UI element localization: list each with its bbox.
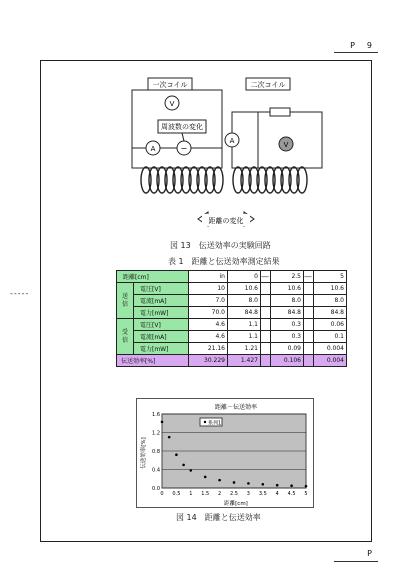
table-cell: 10 <box>189 283 228 295</box>
table-cell: 8.0 <box>228 295 261 307</box>
table-cell <box>304 319 314 331</box>
table-cell: 8.0 <box>271 295 304 307</box>
efficiency-row <box>117 355 347 367</box>
header-cell: in <box>189 271 228 283</box>
table-cell: 0.3 <box>271 319 304 331</box>
chart-y-label: 伝送効率[%] <box>141 437 147 469</box>
chart-y-tick-label: 0.8 <box>152 449 160 455</box>
table-cell: 10.6 <box>228 283 261 295</box>
recv-group-label: 受 信 <box>117 319 134 355</box>
table-cell <box>261 331 271 343</box>
footer-page-label: P <box>367 549 374 558</box>
chart-x-tick-label: 0.5 <box>172 491 181 497</box>
header-cell: — <box>261 272 270 281</box>
secondary-circuit-wire <box>229 112 322 168</box>
frequency-callout-pointer <box>182 133 184 141</box>
row-label: 電圧[V] <box>134 319 189 331</box>
table-cell: 70.0 <box>189 307 228 319</box>
header-cell: 5 <box>314 271 347 283</box>
table-cell: 8.0 <box>314 295 347 307</box>
distance-callout: 距離の変化 <box>208 217 244 225</box>
efficiency-chart <box>136 398 314 508</box>
table-cell <box>304 307 314 319</box>
margin-mark: ----- <box>10 289 30 298</box>
chart-data-point <box>182 464 185 467</box>
table-cell: 21.16 <box>189 343 228 355</box>
chart-y-tick-label: 1.2 <box>152 430 160 437</box>
chart-x-tick-label: 3 <box>246 491 250 497</box>
figure14-caption: 図 14 距離と伝送効率 <box>176 513 261 522</box>
chart-data-point <box>262 483 265 486</box>
circuit-diagram <box>128 68 328 232</box>
chart-data-point <box>190 469 193 472</box>
ammeter-symbol: A <box>150 145 156 153</box>
header-rule <box>334 52 378 53</box>
table1-caption: 表 1 距離と伝送効率測定結果 <box>168 257 280 266</box>
chart-data-point <box>290 484 293 487</box>
chart-data-point <box>233 481 236 484</box>
secondary-coil-icon <box>233 167 307 193</box>
chart-title: 距離－伝送効率 <box>214 404 258 411</box>
efficiency-cell: 0.004 <box>314 355 347 367</box>
secondary-voltmeter-symbol: V <box>283 141 289 149</box>
chart-x-label: 距離[cm] <box>224 501 248 507</box>
table-cell: 84.8 <box>271 307 304 319</box>
legend-label: 系列1 <box>208 420 222 427</box>
footer-rule <box>334 561 378 562</box>
table-cell <box>261 283 271 295</box>
row-label: 電流[mA] <box>134 295 189 307</box>
table-row <box>117 307 347 319</box>
table-cell: 84.8 <box>314 307 347 319</box>
chart-x-tick-label: 2 <box>218 491 222 497</box>
efficiency-cell: 1.427 <box>228 355 261 367</box>
chart-x-tick-label: 0 <box>160 491 164 497</box>
table-header-row <box>117 271 347 283</box>
chart-x-tick-label: 3.5 <box>258 491 267 497</box>
table-cell: 0.09 <box>271 343 304 355</box>
row-label: 電力[mW] <box>134 343 189 355</box>
table-cell <box>304 295 314 307</box>
chart-x-tick-label: 1.5 <box>201 491 210 497</box>
page-number: P 9 <box>350 41 374 50</box>
table-cell: 10.6 <box>271 283 304 295</box>
row-label: 電圧[V] <box>134 283 189 295</box>
table-cell: 0.06 <box>314 319 347 331</box>
frequency-callout: 周波数の変化 <box>161 123 203 131</box>
chart-x-tick-label: 4 <box>275 491 279 497</box>
header-cell: 2.5 <box>271 271 304 283</box>
table-cell: 7.0 <box>189 295 228 307</box>
table-cell <box>304 283 314 295</box>
chart-data-point <box>305 485 308 488</box>
results-table <box>116 270 347 367</box>
legend-marker-icon <box>204 421 206 423</box>
chart-data-point <box>247 482 250 485</box>
table-cell: 0.3 <box>271 331 304 343</box>
chart-y-tick-label: 0.0 <box>152 486 160 492</box>
secondary-ammeter-symbol: A <box>229 137 235 145</box>
header-label-cell: 距離[cm] <box>117 271 189 283</box>
chart-data-point <box>175 453 178 456</box>
row-label: 電力[mW] <box>134 307 189 319</box>
chart-data-point <box>168 436 171 439</box>
chart-data-point <box>276 484 279 487</box>
efficiency-label: 伝送効率[%] <box>117 355 189 367</box>
table-row <box>117 283 347 295</box>
voltmeter-symbol: V <box>169 100 175 108</box>
chart-y-tick-label: 1.6 <box>152 412 160 418</box>
figure13-caption: 図 13 伝送効率の実験回路 <box>170 241 271 250</box>
table-cell: 0.1 <box>314 331 347 343</box>
table-row <box>117 295 347 307</box>
secondary-coil-label: 二次コイル <box>250 81 286 89</box>
table-row <box>117 343 347 355</box>
efficiency-cell <box>304 355 314 367</box>
row-label: 電流[mA] <box>134 331 189 343</box>
chart-y-tick-label: 0.4 <box>152 467 160 474</box>
chart-data-point <box>218 479 221 482</box>
table-cell: 4.6 <box>189 319 228 331</box>
table-row <box>117 319 347 331</box>
efficiency-cell: 0.106 <box>271 355 304 367</box>
chart-data-point <box>161 421 164 424</box>
table-cell <box>261 319 271 331</box>
chart-x-tick-label: 4.5 <box>287 491 296 497</box>
chart-x-tick-label: 2.5 <box>230 491 238 497</box>
primary-coil-label: 一次コイル <box>152 81 188 89</box>
table-row <box>117 331 347 343</box>
ac-source-symbol: ∽ <box>180 144 188 153</box>
primary-coil-icon <box>141 167 223 193</box>
table-cell <box>261 343 271 355</box>
table-cell: 10.6 <box>314 283 347 295</box>
send-group-label: 送 信 <box>117 283 134 319</box>
table-cell: 84.8 <box>228 307 261 319</box>
table-cell: 1.1 <box>228 319 261 331</box>
table-cell: 4.6 <box>189 331 228 343</box>
efficiency-cell <box>261 355 271 367</box>
table-cell <box>261 307 271 319</box>
table-cell: 1.1 <box>228 331 261 343</box>
chart-data-point <box>204 476 207 479</box>
header-cell: 0 <box>228 271 261 283</box>
header-cell: — <box>304 272 313 281</box>
chart-x-tick-label: 5 <box>304 491 308 497</box>
chart-legend <box>200 418 222 427</box>
table-cell: 0.004 <box>314 343 347 355</box>
table-cell <box>304 343 314 355</box>
efficiency-cell: 30.229 <box>189 355 228 367</box>
table-cell <box>304 331 314 343</box>
table-cell <box>261 295 271 307</box>
table-cell: 1.21 <box>228 343 261 355</box>
chart-x-tick-label: 1 <box>189 491 193 497</box>
load-resistor-icon <box>270 108 290 116</box>
